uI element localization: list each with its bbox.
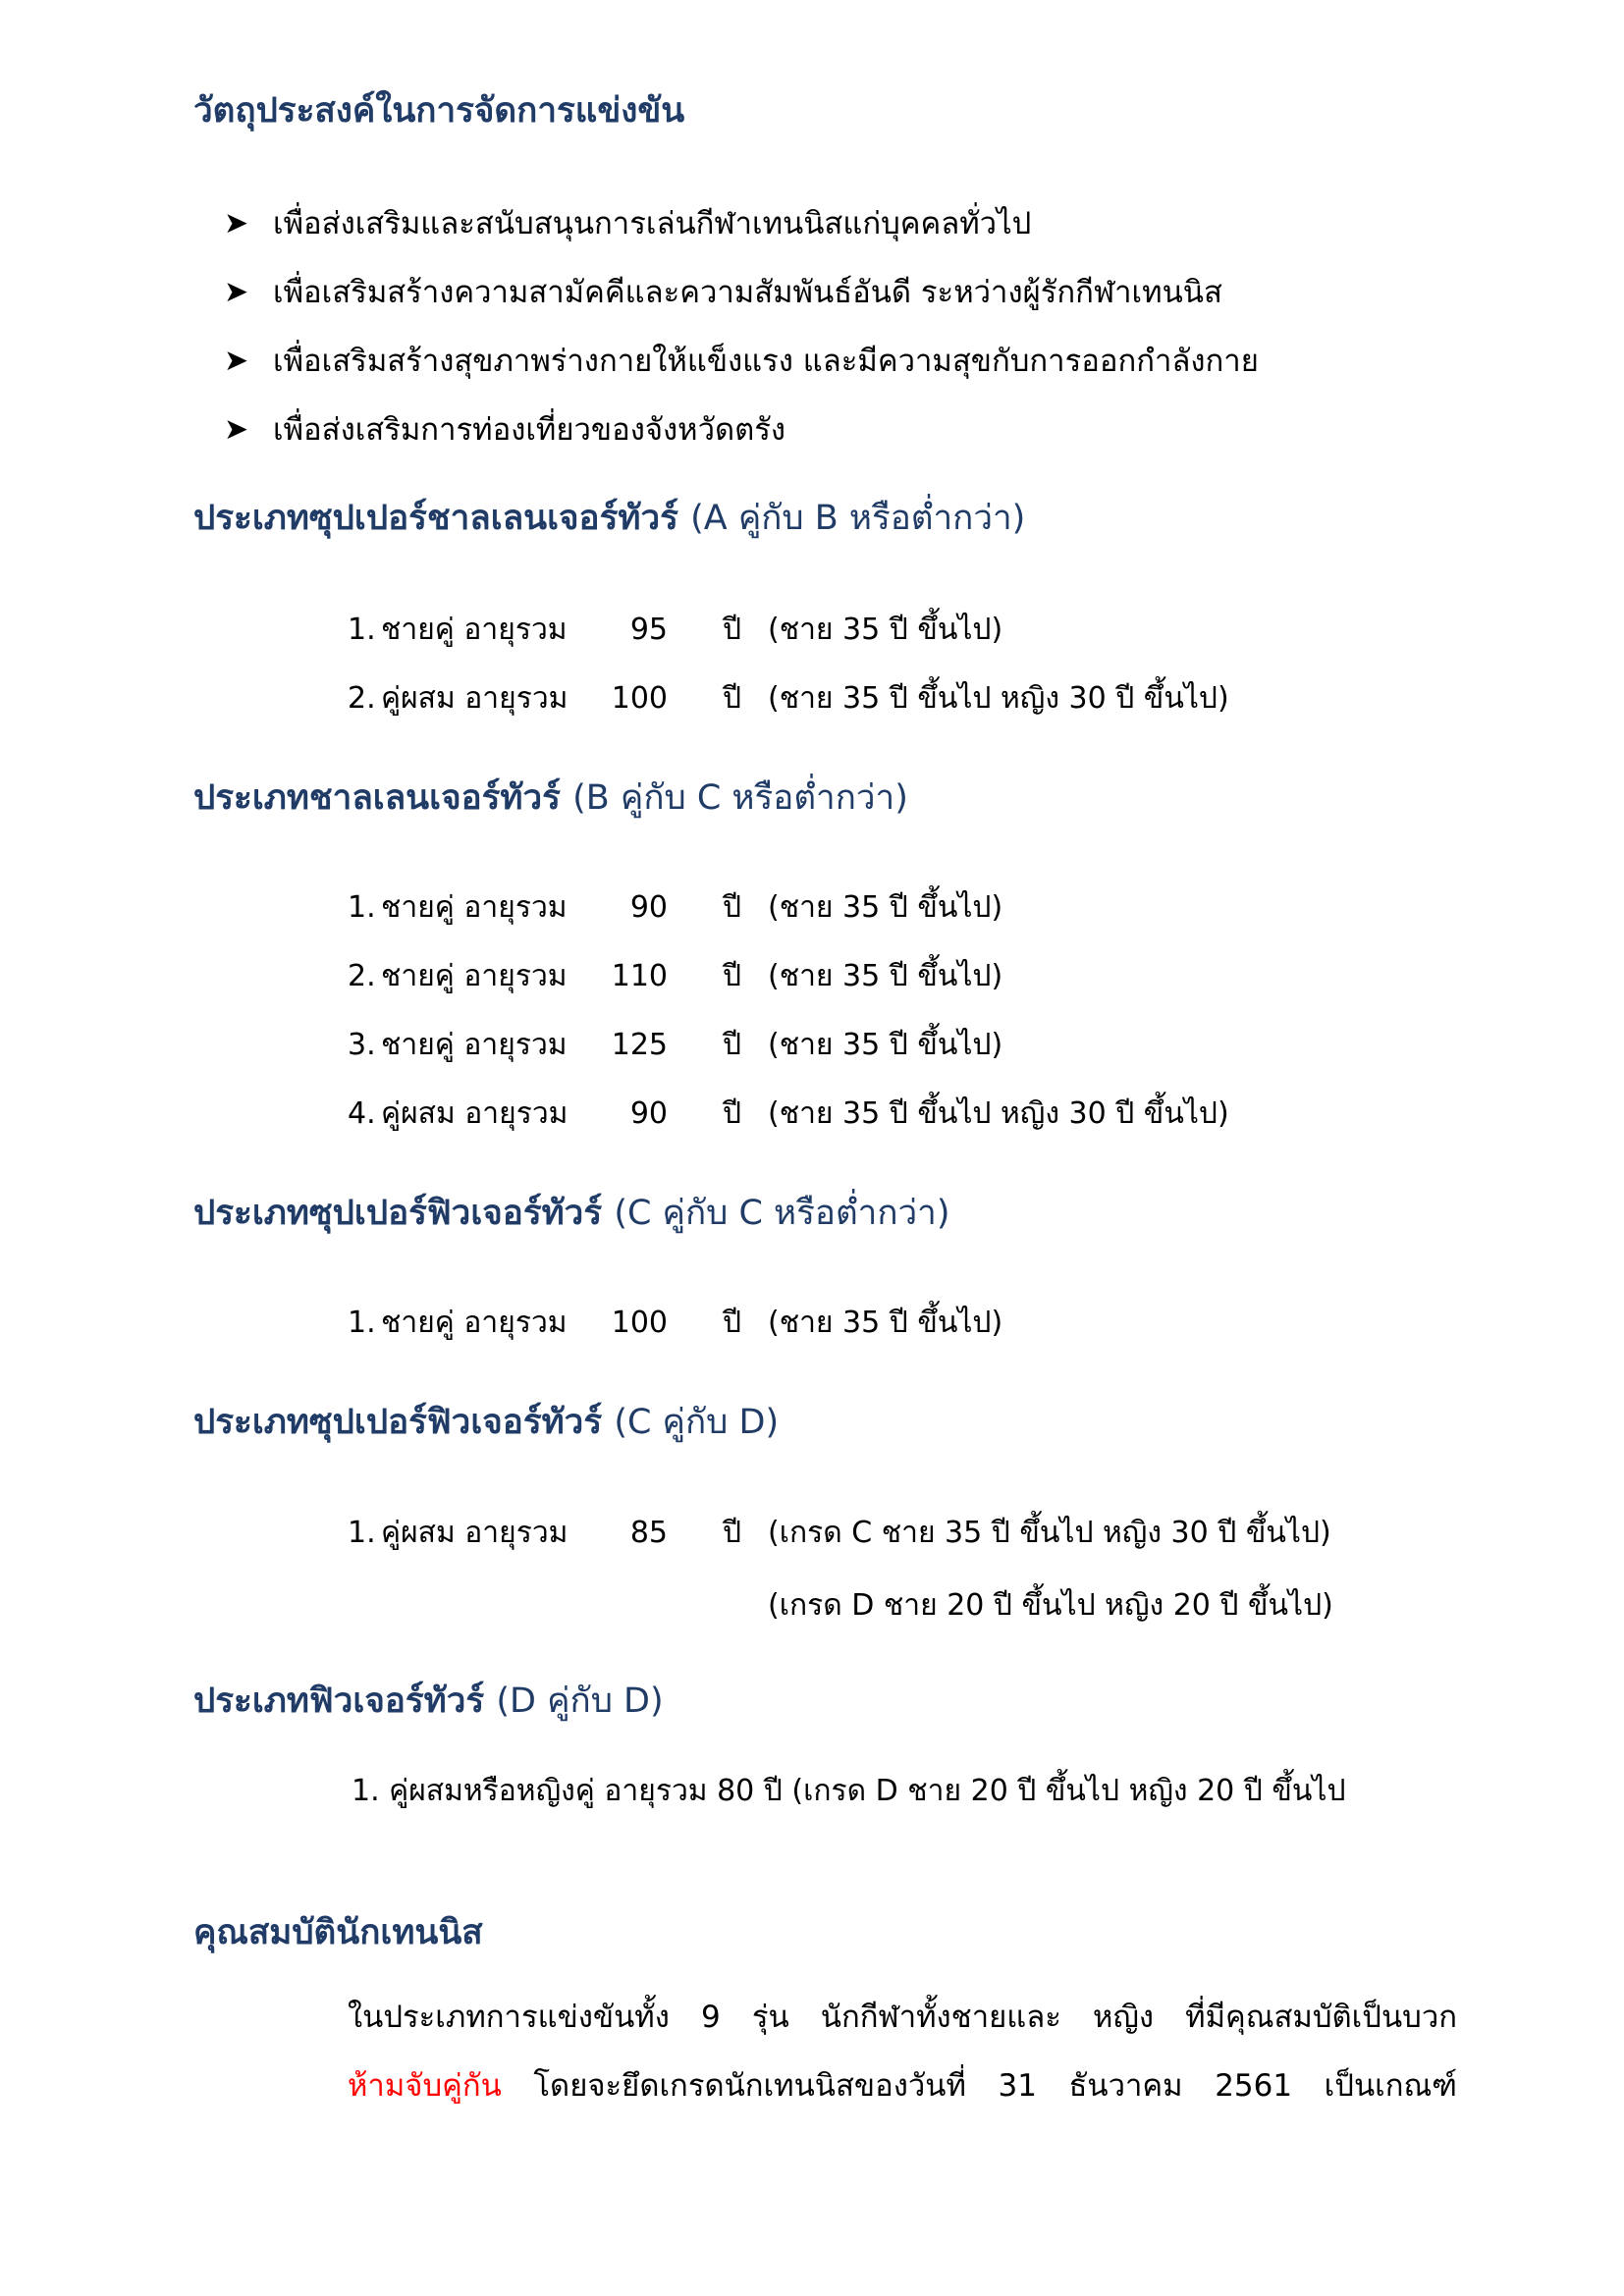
category-row: 1. ชายคู่ อายุรวม 100 ปี (ชาย 35 ปี ขึ้นไป) xyxy=(348,1306,1003,1340)
section-title: ประเภทฟิวเจอร์ทัวร์ (D คู่กับ D) xyxy=(193,1682,664,1721)
list-item: ➤ เพื่อส่งเสริมการท่องเที่ยวของจังหวัดตรัง xyxy=(224,411,786,448)
category-row: 1. คู่ผสม อายุรวม 85 ปี (เกรด C ชาย 35 ปี ขึ้นไป หญิง 30 ปี ขึ้นไป) xyxy=(348,1516,1331,1550)
category-condition-extra: (เกรด D ชาย 20 ปี ขึ้นไป หญิง 20 ปี ขึ้นไป) xyxy=(768,1588,1333,1623)
category-row: 4. คู่ผสม อายุรวม 90 ปี (ชาย 35 ปี ขึ้นไป หญิง 30 ปี ขึ้นไป) xyxy=(348,1096,1229,1131)
arrow-bullet-icon: ➤ xyxy=(224,343,249,378)
section-title: ประเภทซุปเปอร์ชาลเลนเจอร์ทัวร์ (A คู่กับ B หรือต่ำกว่า) xyxy=(193,499,1026,538)
pairing-warning: ห้ามจับคู่กัน xyxy=(348,2068,502,2104)
objectives-title: วัตถุประสงค์ในการจัดการแข่งขัน xyxy=(193,91,685,131)
list-item: ➤ เพื่อเสริมสร้างสุขภาพร่างกายให้แข็งแรง และมีความสุขกับการออกกำลังกาย xyxy=(224,343,1259,379)
category-row: 1. คู่ผสมหรือหญิงคู่ อายุรวม 80 ปี (เกรด D ชาย 20 ปี ขึ้นไป หญิง 20 ปี ขึ้นไป xyxy=(352,1774,1346,1808)
section-title: ประเภทซุปเปอร์ฟิวเจอร์ทัวร์ (C คู่กับ C หรือต่ำกว่า) xyxy=(193,1194,950,1233)
section-title: ประเภทชาลเลนเจอร์ทัวร์ (B คู่กับ C หรือต่ำกว่า) xyxy=(193,778,908,818)
category-row: 2. คู่ผสม อายุรวม 100 ปี (ชาย 35 ปี ขึ้นไป หญิง 30 ปี ขึ้นไป) xyxy=(348,681,1229,716)
category-row: 1. ชายคู่ อายุรวม 90 ปี (ชาย 35 ปี ขึ้นไป) xyxy=(348,890,1003,925)
qualifications-line-1: ในประเภทการแข่งขันทั้ง 9 รุ่น นักกีฬาทั้งชายและ หญิง ที่มีคุณสมบัติเป็นบวก xyxy=(348,2000,1457,2035)
objectives-list xyxy=(224,188,1259,463)
list-item: ➤ เพื่อส่งเสริมและสนับสนุนการเล่นกีฬาเทนนิสแก่บุคคลทั่วไป xyxy=(224,205,1032,241)
category-row: 3. ชายคู่ อายุรวม 125 ปี (ชาย 35 ปี ขึ้นไป) xyxy=(348,1028,1003,1062)
list-item: ➤ เพื่อเสริมสร้างความสามัคคีและความสัมพันธ์อันดี ระหว่างผู้รักกีฬาเทนนิส xyxy=(224,274,1222,310)
category-row: 2. ชายคู่ อายุรวม 110 ปี (ชาย 35 ปี ขึ้นไป) xyxy=(348,959,1003,993)
category-row: 1. ชายคู่ อายุรวม 95 ปี (ชาย 35 ปี ขึ้นไป) xyxy=(348,613,1003,647)
arrow-bullet-icon: ➤ xyxy=(224,205,249,240)
arrow-bullet-icon: ➤ xyxy=(224,411,249,447)
qualifications-line-2: ห้ามจับคู่กัน โดยจะยึดเกรดนักเทนนิสของวันที่ 31 ธันวาคม 2561 เป็นเกณฑ์ xyxy=(348,2068,1457,2104)
arrow-bullet-icon: ➤ xyxy=(224,274,249,309)
section-title: ประเภทซุปเปอร์ฟิวเจอร์ทัวร์ (C คู่กับ D) xyxy=(193,1403,780,1442)
qualifications-title: คุณสมบัตินักเทนนิส xyxy=(193,1913,483,1952)
